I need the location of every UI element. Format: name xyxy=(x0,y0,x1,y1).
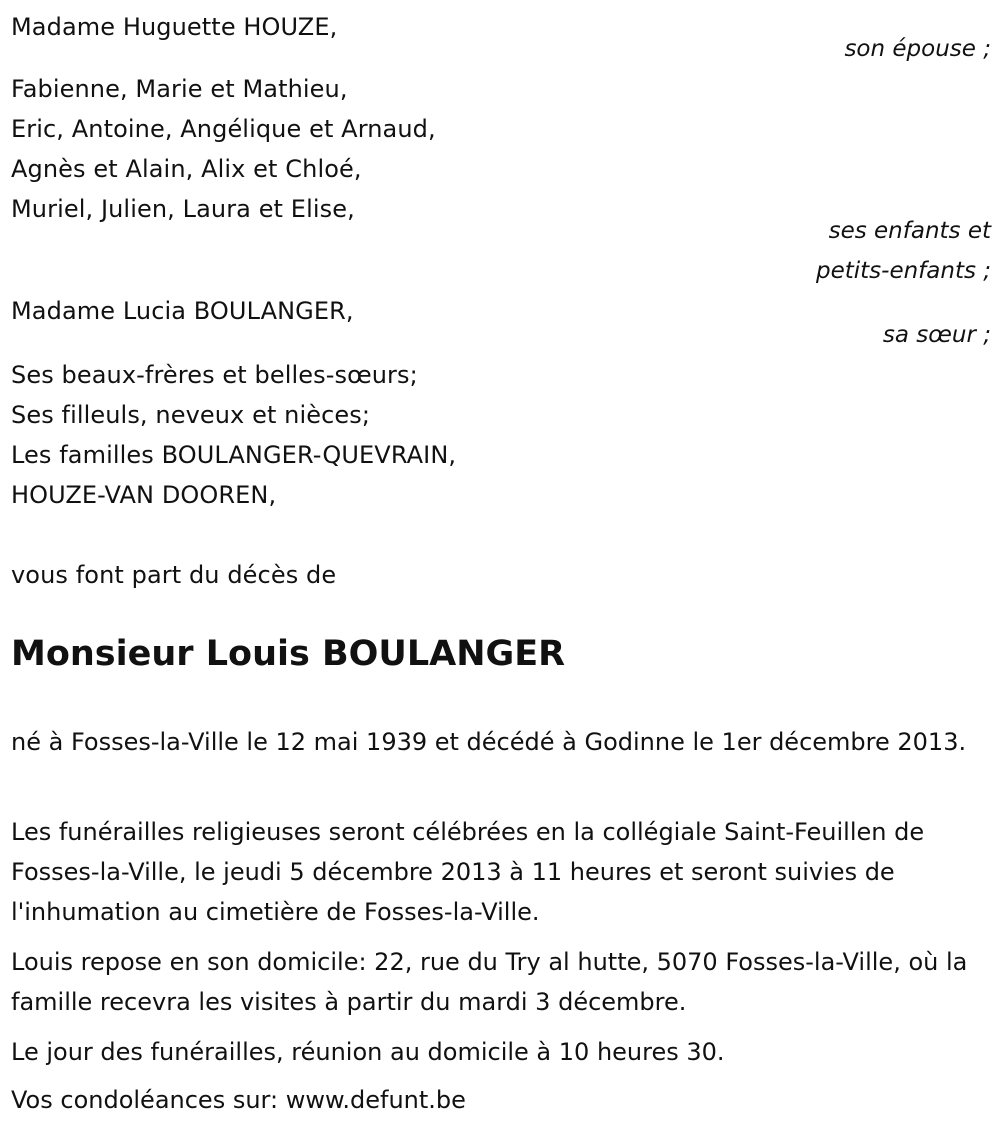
birth-death-paragraph: né à Fosses-la-Ville le 12 mai 1939 et décédé à Godinne le 1er décembre 2013. xyxy=(11,728,967,756)
children-role-line-1: ses enfants et xyxy=(828,218,991,244)
sister-role: sa sœur ; xyxy=(882,322,991,348)
relatives-line-1: Ses beaux-frères et belles-sœurs; xyxy=(11,361,418,389)
spouse-name: Madame Huguette HOUZE, xyxy=(11,13,338,41)
children-role-line-2: petits-enfants ; xyxy=(815,258,991,284)
repose-paragraph: Louis repose en son domicile: 22, rue du Try al hutte, 5070 Fosses-la-Ville, où la famille recevra les visites à partir du mardi 3 décembre. xyxy=(11,948,968,1016)
condolences-line: Vos condoléances sur: www.defunt.be xyxy=(11,1086,466,1114)
funeral-paragraph: Les funérailles religieuses seront célébrées en la collégiale Saint-Feuillen de Fosses-la-Ville, le jeudi 5 décembre 2013 à 11 heures et seront suivies de l'inhumation au cimetière de Fosses-la-Ville. xyxy=(11,818,925,926)
children-line-2: Eric, Antoine, Angélique et Arnaud, xyxy=(11,115,436,143)
gathering-paragraph: Le jour des funérailles, réunion au domicile à 10 heures 30. xyxy=(11,1038,725,1066)
sister-name: Madame Lucia BOULANGER, xyxy=(11,297,354,325)
children-line-1: Fabienne, Marie et Mathieu, xyxy=(11,75,348,103)
spouse-role: son épouse ; xyxy=(844,36,991,62)
deceased-name-heading: Monsieur Louis BOULANGER xyxy=(11,634,566,674)
announcement-intro: vous font part du décès de xyxy=(11,561,337,589)
children-line-4: Muriel, Julien, Laura et Elise, xyxy=(11,195,355,223)
relatives-line-4: HOUZE-VAN DOOREN, xyxy=(11,481,277,509)
children-line-3: Agnès et Alain, Alix et Chloé, xyxy=(11,155,362,183)
relatives-line-2: Ses filleuls, neveux et nièces; xyxy=(11,401,371,429)
relatives-line-3: Les familles BOULANGER-QUEVRAIN, xyxy=(11,441,457,469)
